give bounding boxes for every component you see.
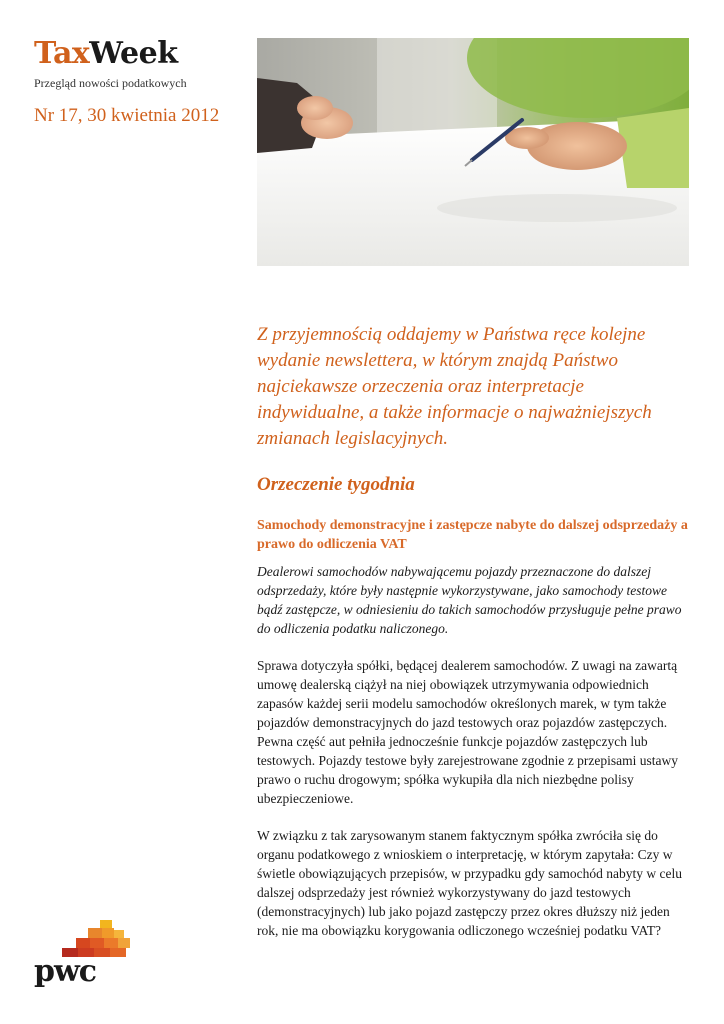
brand-week: Week	[89, 36, 178, 71]
brand-tax: Tax	[34, 36, 90, 71]
section-heading: Orzeczenie tygodnia	[257, 474, 415, 495]
issue-date: Nr 17, 30 kwietnia 2012	[34, 105, 220, 126]
pwc-logo	[34, 920, 134, 990]
article-paragraph: Sprawa dotyczyła spółki, będącej dealerem samochodów. Z uwagi na zawartą umowę dealerską ciążył na niej obowiązek utrzymywania odpowiednich zapasów każdej serii modelu samochodów określonych marek, w tym także pojazdów demonstracyjnych do jazd testowych oraz pojazdów zastępczych. Pewna część aut pełniła jednocześnie funkcje pojazdów zastępczych lub testowych. Pojazdy testowe były zarejestrowane zgodnie z przepisami ustawy prawo o ruchu drogowym; spółka wykupiła dla nich niezbędne polisy ubezpieczeniowe.	[257, 658, 678, 806]
tagline: Przegląd nowości podatkowych	[34, 76, 187, 90]
brand-title	[34, 36, 254, 72]
article-title: Samochody demonstracyjne i zastępcze nabyte do dalszej odsprzedaży a prawo do odliczenia VAT	[257, 518, 688, 552]
article-lead: Dealerowi samochodów nabywającemu pojazdy przeznaczone do dalszej odsprzedaży, które były następnie wykorzystywane, jako samochody testowe bądź zastępcze, w odniesieniu do takich samochodów przysługuje pełne prawo do odliczenia podatku naliczonego.	[257, 564, 682, 636]
main-content	[257, 322, 689, 940]
hero-photo	[257, 38, 689, 266]
intro-text: Z przyjemnością oddajemy w Państwa ręce kolejne wydanie newslettera, w którym znajdą Państwo najciekawsze orzeczenia oraz interpretacje indywidualne, a także informacje o najważniejszych zmianach legislacyjnych.	[257, 324, 652, 449]
pwc-wordmark: pwc	[34, 954, 97, 989]
article-paragraph: W związku z tak zarysowanym stanem faktycznym spółka zwróciła się do organu podatkowego z wnioskiem o interpretację, w którym zapytała: Czy w świetle obowiązujących przepisów, w przypadku gdy samochód nabyty w celu dalszej odsprzedaży jest również wykorzystywany do jazd testowych (demonstracyjnych) lub jako pojazd zastępczy przez okres dłuższy niż jeden rok, nie ma obowiązku korygowania odliczonego wcześniej podatku VAT?	[257, 828, 682, 938]
masthead	[34, 36, 254, 127]
hero-photo-illustration	[257, 38, 689, 266]
